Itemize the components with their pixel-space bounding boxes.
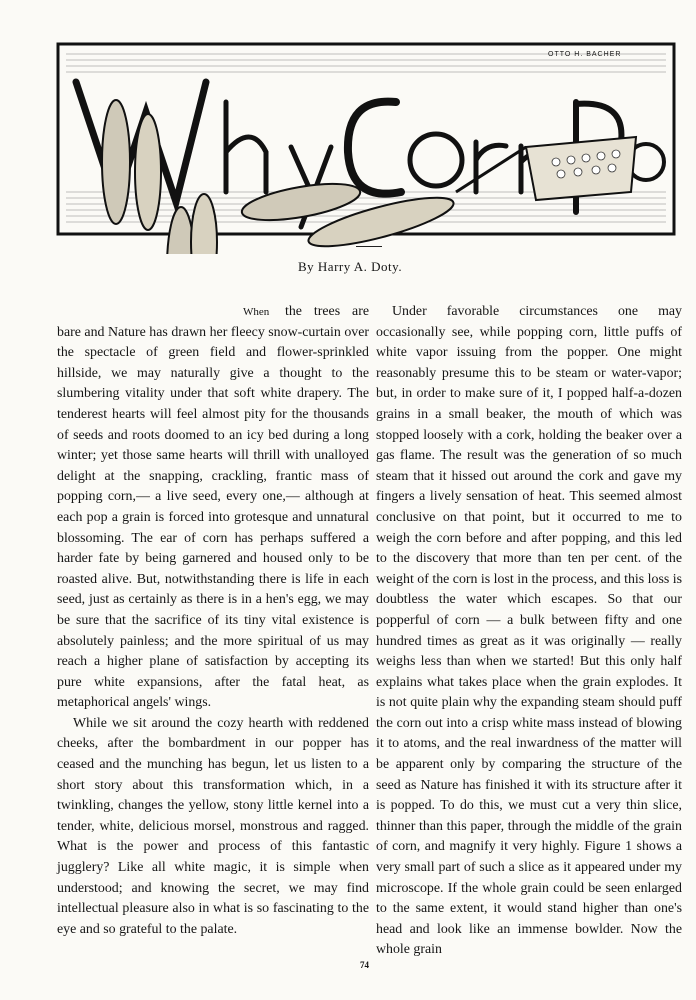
corn-popper	[456, 137, 636, 200]
paragraph-1: the trees are bare and Nature has drawn her fleecy snow-curtain over the spectacle of green field and flower-sprinkled hillside, we may naturally give a thought to the slumbering vitality under that soft white drapery. The tenderest hearts will feel almost pity for the thousands of seeds and roots doomed to an icy bed during a long winter; yet those same hearts will thrill with unalloyed delight at the snapping, crackling, frantic mass of popping corn,— a live seed, every one,— although at each pop a grain is forced into grotesque and unnatural blossoming. The ear of corn has perhaps suffered a harder fate by being garnered and housed only to be roasted alive. But, notwithstanding there is life in each seed, just as certainly as there is in a hen's egg, we may be sure that the sacrifice of its tiny vital existence is absolutely painless; and the more spiritual of us may reach a higher plane of satisfaction by accepting its pure white expansions, after the fatal heat, as metaphorical angels' wings.	[57, 304, 369, 711]
byline-prefix: By	[298, 259, 315, 274]
title-illustration	[56, 42, 676, 254]
corn-and-popper-illustration	[56, 42, 676, 254]
page-number: 74	[360, 960, 369, 970]
byline	[298, 259, 402, 275]
drop-word: When	[243, 306, 270, 318]
right-column	[376, 302, 682, 961]
title-divider	[356, 246, 382, 247]
paragraph-3: Under favorable circumstances one may occasionally see, while popping corn, little puffs of white vapor issuing from the popper. One might reasonably presume this to be steam or water-vapor; but, in order to make sure of it, I popped half-a-dozen grains in a small beaker, the mouth of which was stopped loosely with a cork, holding the beaker over a gas flame. The result was the generation of so much steam that it hissed out around the cork and gave my fingers a lively sensation of heat. This seemed almost conclusive on that point, but it occurred to me to weigh the corn before and after popping, and this led to the discovery that more than ten per cent. of the weight of the corn is lost in the process, and this loss is doubtless the water which escapes. So that our popperful of corn — a bulk between fifty and one hundred times as great as it was originally — really weighs less than when we started! But this only half explains what takes place when the grain explodes. It is not quite plain why the expanding steam should puff the corn out into a crisp white mass instead of blowing it to atoms, and the real inwardness of the matter will be apparent only by comparing the structure of the seed as Nature has finished it with its structure after it is popped. To do this, we must cut a very thin slice, thinner than this paper, through the middle of the grain of corn, and magnify it very highly. Figure 1 shows a very small part of such a slice as it appeared under my microscope. If the whole grain could be seen enlarged to the same extent, it would stand higher than one's head and look like an immense bowlder. Now the whole grain	[376, 304, 682, 958]
author-name: Harry A. Doty.	[317, 259, 403, 274]
corn-ears	[102, 100, 457, 254]
artist-signature: OTTO H. BACHER	[548, 51, 622, 58]
left-column	[57, 302, 369, 940]
paragraph-2: While we sit around the cozy hearth with reddened cheeks, after the bombardment in our popper has ceased and the munching has begun, let us listen to a short story about this transformation which, in a twinkling, changes the yellow, stony little kernel into a tender, white, delicious morsel, monstrous and ragged. What is the power and process of this fantastic jugglery? Like all white magic, it is simple when understood; and knowing the secret, we may find intellectual pleasure also in what is so fascinating to the eye and so grateful to the palate.	[57, 715, 369, 937]
